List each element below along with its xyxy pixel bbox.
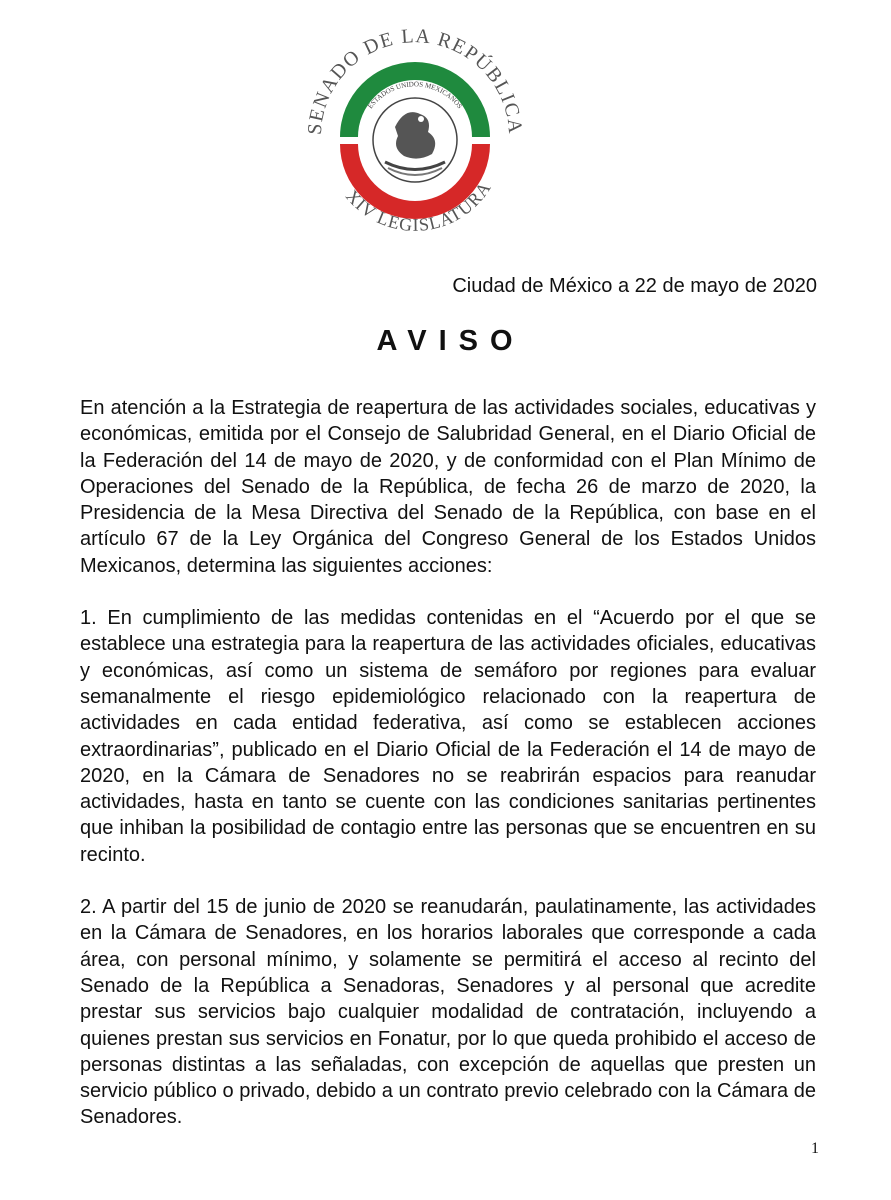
document-body	[80, 395, 816, 1157]
seal-top-text: SENADO DE LA REPÚBLICA	[303, 25, 527, 136]
item-1-paragraph: 1. En cumplimiento de las medidas contenidas en el “Acuerdo por el que se establece una estrategia para la reapertura de las actividades oficiales, educativas y económicas, así como un sistema de semáforo por regiones para evaluar semanalmente el riesgo epidemiológico relacionado con la reapertura de actividades en cada entidad federativa, así como se establecen acciones extraordinarias”, publicado en el Diario Oficial de la Federación el 14 de mayo de 2020, en la Cámara de Senadores no se reabrirán espacios para reanudar actividades, hasta en tanto se cuente con las condiciones sanitarias pertinentes que inhiban la posibilidad de contagio entre las personas que se encuentren en su recinto.	[80, 607, 816, 866]
seal-emblem-icon	[300, 22, 530, 252]
document-title: AVISO	[376, 325, 525, 357]
senate-seal-logo	[300, 22, 530, 252]
seal-bottom-text: XIV LEGISLATURA	[341, 177, 496, 236]
page-number: 1	[811, 1140, 819, 1157]
date-line: Ciudad de México a 22 de mayo de 2020	[452, 275, 817, 297]
intro-paragraph: En atención a la Estrategia de reapertura de las actividades sociales, educativas y económicas, emitida por el Consejo de Salubridad General, en el Diario Oficial de la Federación del 14 de mayo de 2020, y de conformidad con el Plan Mínimo de Operaciones del Senado de la República, de fecha 26 de marzo de 2020, la Presidencia de la Mesa Directiva del Senado de la República, con base en el artículo 67 de la Ley Orgánica del Congreso General de los Estados Unidos Mexicanos, determina las siguientes acciones:	[80, 397, 816, 577]
seal-inner-text: ESTADOS UNIDOS MEXICANOS	[366, 80, 464, 111]
item-2-paragraph: 2. A partir del 15 de junio de 2020 se reanudarán, paulatinamente, las actividades en la Cámara de Senadores, en los horarios laborales que corresponde a cada área, con personal mínimo, y solamente se permitirá el acceso al recinto del Senado de la República a Senadoras, Senadores y al personal que acredite prestar sus servicios bajo cualquier modalidad de contratación, incluyendo a quienes prestan sus servicios en Fonatur, por lo que queda prohibido el acceso de personas distintas a las señaladas, con excepción de aquellas que presten un servicio público o privado, debido a un contrato previo celebrado con la Cámara de Senadores.	[80, 896, 816, 1129]
